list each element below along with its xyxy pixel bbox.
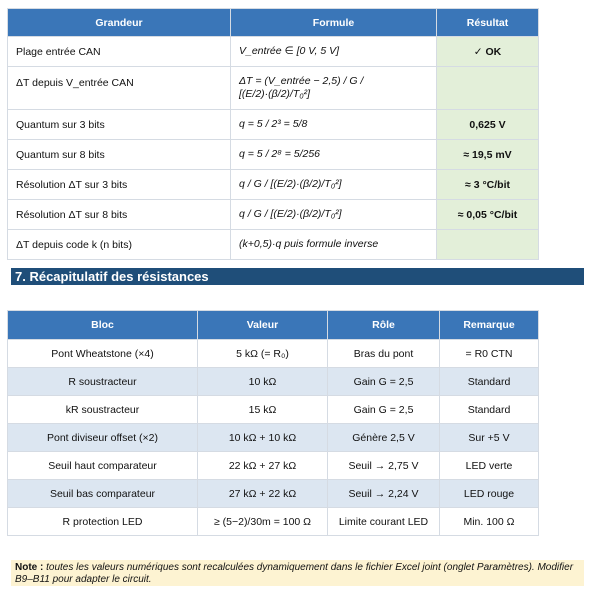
cell-bloc: Pont diviseur offset (×2) (8, 424, 198, 452)
column-header-valeur: Valeur (198, 311, 328, 340)
cell-remarque: LED verte (440, 452, 539, 480)
column-header-remarque: Remarque (440, 311, 539, 340)
cell-bloc: Pont Wheatstone (×4) (8, 340, 198, 368)
cell-resultat: ≈ 3 °C/bit (437, 170, 539, 200)
cell-resultat: ≈ 19,5 mV (437, 140, 539, 170)
table-row (8, 67, 539, 110)
section-heading: 7. Récapitulatif des résistances (11, 268, 584, 285)
cell-valeur: 22 kΩ + 27 kΩ (198, 452, 328, 480)
table-row (8, 140, 539, 170)
column-header-resultat: Résultat (437, 9, 539, 37)
cell-formule: q = 5 / 2³ = 5/8 (231, 110, 437, 140)
cell-role: Gain G = 2,5 (328, 396, 440, 424)
table-row (8, 37, 539, 67)
table-row (8, 170, 539, 200)
cell-role: Génère 2,5 V (328, 424, 440, 452)
cell-valeur: 10 kΩ + 10 kΩ (198, 424, 328, 452)
table-row (8, 396, 539, 424)
cell-role: Seuil → 2,75 V (328, 452, 440, 480)
cell-role: Limite courant LED (328, 508, 440, 536)
table-header-row (8, 9, 539, 37)
column-header-formule: Formule (231, 9, 437, 37)
cell-remarque: = R0 CTN (440, 340, 539, 368)
cell-bloc: kR soustracteur (8, 396, 198, 424)
cell-grandeur: Plage entrée CAN (8, 37, 231, 67)
formulas-table (7, 8, 539, 260)
cell-grandeur: Résolution ΔT sur 3 bits (8, 170, 231, 200)
cell-resultat: 0,625 V (437, 110, 539, 140)
cell-remarque: Sur +5 V (440, 424, 539, 452)
note-label: Note : (15, 562, 44, 573)
cell-grandeur: Résolution ΔT sur 8 bits (8, 200, 231, 230)
cell-valeur: 15 kΩ (198, 396, 328, 424)
table-row (8, 368, 539, 396)
cell-remarque: Standard (440, 396, 539, 424)
cell-formule: q = 5 / 2⁸ = 5/256 (231, 140, 437, 170)
cell-remarque: Standard (440, 368, 539, 396)
cell-grandeur: Quantum sur 8 bits (8, 140, 231, 170)
cell-formule: q / G / [(E/2)·(β/2)/T₀²] (231, 200, 437, 230)
cell-role: Bras du pont (328, 340, 440, 368)
cell-grandeur: Quantum sur 3 bits (8, 110, 231, 140)
cell-valeur: 27 kΩ + 22 kΩ (198, 480, 328, 508)
cell-valeur: 10 kΩ (198, 368, 328, 396)
note-text: toutes les valeurs numériques sont recalculées dynamiquement dans le fichier Excel joint (onglet Paramètres). Modifier B9–B11 pour adapter le circuit. (15, 562, 574, 585)
note-box (11, 560, 584, 586)
cell-grandeur: ΔT depuis V_entrée CAN (8, 67, 231, 110)
cell-resultat: ≈ 0,05 °C/bit (437, 200, 539, 230)
cell-formule: V_entrée ∈ [0 V, 5 V] (231, 37, 437, 67)
cell-valeur: 5 kΩ (= R₀) (198, 340, 328, 368)
resistances-table (7, 310, 539, 536)
cell-bloc: R protection LED (8, 508, 198, 536)
cell-role: Gain G = 2,5 (328, 368, 440, 396)
cell-formule: ΔT = (V_entrée − 2,5) / G / [(E/2)·(β/2)/T₀²] (231, 67, 437, 110)
cell-role: Seuil → 2,24 V (328, 480, 440, 508)
table-row (8, 508, 539, 536)
cell-remarque: Min. 100 Ω (440, 508, 539, 536)
cell-valeur: ≥ (5−2)/30m = 100 Ω (198, 508, 328, 536)
cell-resultat: ✓ OK (437, 37, 539, 67)
table-row (8, 480, 539, 508)
table-row (8, 200, 539, 230)
cell-formule: q / G / [(E/2)·(β/2)/T₀²] (231, 170, 437, 200)
column-header-grandeur: Grandeur (8, 9, 231, 37)
cell-grandeur: ΔT depuis code k (n bits) (8, 230, 231, 260)
cell-bloc: R soustracteur (8, 368, 198, 396)
table-header-row (8, 311, 539, 340)
table-row (8, 230, 539, 260)
table-row (8, 340, 539, 368)
cell-remarque: LED rouge (440, 480, 539, 508)
cell-resultat (437, 230, 539, 260)
cell-resultat (437, 67, 539, 110)
cell-formule: (k+0,5)·q puis formule inverse (231, 230, 437, 260)
table-row (8, 452, 539, 480)
cell-bloc: Seuil bas comparateur (8, 480, 198, 508)
cell-bloc: Seuil haut comparateur (8, 452, 198, 480)
column-header-role: Rôle (328, 311, 440, 340)
table-row (8, 424, 539, 452)
column-header-bloc: Bloc (8, 311, 198, 340)
table-row (8, 110, 539, 140)
